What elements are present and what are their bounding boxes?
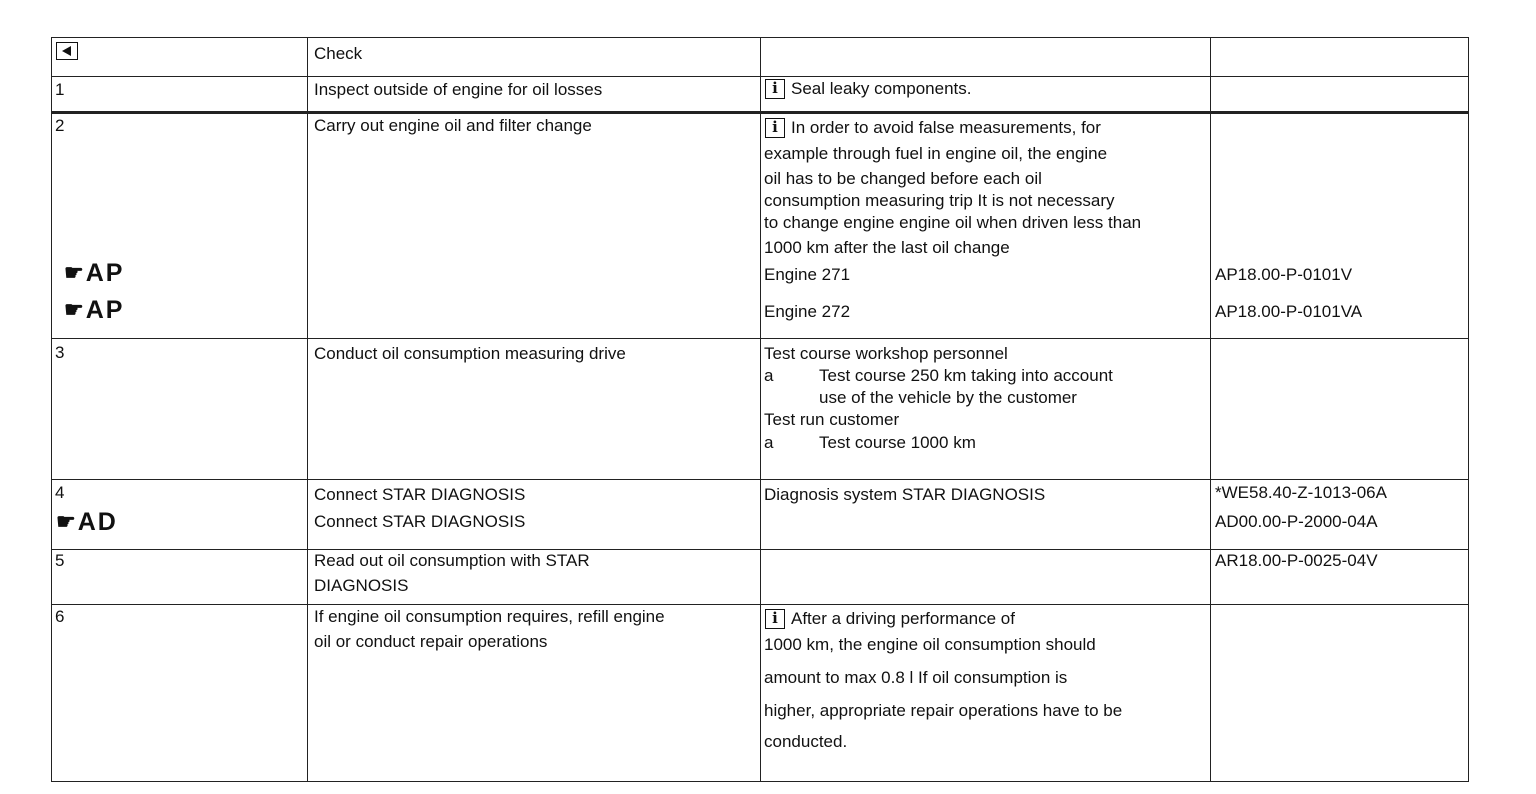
note-text: Seal leaky components. [791, 79, 972, 98]
step-note-line [765, 609, 1015, 629]
row-divider [52, 76, 1469, 77]
ref-label: AD [77, 508, 118, 536]
step-number: 4 [55, 483, 65, 502]
bullet: a [764, 433, 774, 452]
step-action: Carry out engine oil and filter change [314, 116, 592, 135]
row-divider [52, 604, 1469, 605]
doc-reference[interactable]: AP18.00-P-0101V [1215, 265, 1353, 284]
doc-reference[interactable]: AD00.00-P-2000-04A [1215, 512, 1378, 531]
ref-label: AP [85, 296, 125, 324]
step-action: Conduct oil consumption measuring drive [314, 344, 626, 363]
step-note [765, 79, 972, 99]
col-divider [760, 38, 761, 782]
reference-link-ad[interactable] [56, 508, 118, 536]
pointing-hand-icon: ☛ [56, 509, 76, 534]
header-check: Check [314, 44, 363, 63]
engine-label: Engine 272 [764, 302, 851, 321]
note-text: Test course 1000 km [819, 433, 976, 452]
reference-link-ap[interactable] [64, 259, 124, 287]
back-arrow-icon[interactable] [56, 42, 78, 60]
doc-reference[interactable]: *WE58.40-Z-1013-06A [1215, 483, 1387, 502]
step-note-line: consumption measuring trip It is not necessary [764, 191, 1115, 210]
procedure-table [51, 37, 1469, 782]
note-text: In order to avoid false measurements, for [791, 118, 1101, 137]
ref-label: AP [85, 259, 125, 287]
step-number: 3 [55, 343, 65, 362]
step-note-line: Test course workshop personnel [764, 344, 1008, 363]
step-note-line: higher, appropriate repair operations have to be [764, 701, 1123, 720]
note-text: After a driving performance of [791, 609, 1015, 628]
row-divider [52, 338, 1469, 339]
step-number: 1 [55, 80, 65, 99]
step-note-line: oil has to be changed before each oil [764, 169, 1042, 188]
pointing-hand-icon: ☛ [64, 297, 84, 322]
step-note-line: 1000 km, the engine oil consumption should [764, 635, 1096, 654]
info-icon: i [765, 118, 785, 138]
step-note-line [764, 366, 1113, 386]
step-note-line [765, 118, 1101, 138]
engine-label: Engine 271 [764, 265, 851, 284]
step-action: Connect STAR DIAGNOSIS [314, 485, 526, 504]
row-divider [52, 549, 1469, 550]
step-note: Diagnosis system STAR DIAGNOSIS [764, 485, 1046, 504]
step-action: oil or conduct repair operations [314, 632, 548, 651]
col-divider [1468, 38, 1469, 782]
doc-reference[interactable]: AR18.00-P-0025-04V [1215, 551, 1378, 570]
step-action: Inspect outside of engine for oil losses [314, 80, 603, 99]
step-note-line: 1000 km after the last oil change [764, 238, 1010, 257]
info-icon: i [765, 609, 785, 629]
step-note-line: Test run customer [764, 410, 900, 429]
pointing-hand-icon: ☛ [64, 260, 84, 285]
step-action: Connect STAR DIAGNOSIS [314, 512, 526, 531]
step-note-line: use of the vehicle by the customer [819, 388, 1077, 407]
step-number: 6 [55, 607, 65, 626]
step-note-line: to change engine engine oil when driven less than [764, 213, 1142, 232]
bullet: a [764, 366, 774, 385]
note-text: Test course 250 km taking into account [819, 366, 1113, 385]
step-number: 5 [55, 551, 65, 570]
step-action: DIAGNOSIS [314, 576, 409, 595]
step-note-line: amount to max 0.8 l If oil consumption is [764, 668, 1068, 687]
row-divider [52, 111, 1469, 114]
step-number: 2 [55, 116, 65, 135]
step-note-line: example through fuel in engine oil, the engine [764, 144, 1108, 163]
reference-link-ap[interactable] [64, 296, 124, 324]
col-divider [307, 38, 308, 782]
step-note-line [764, 433, 976, 453]
row-divider [52, 479, 1469, 480]
col-divider [1210, 38, 1211, 782]
row-divider [52, 781, 1469, 782]
step-action: If engine oil consumption requires, refill engine [314, 607, 665, 626]
step-action: Read out oil consumption with STAR [314, 551, 590, 570]
step-note-line: conducted. [764, 732, 848, 751]
info-icon: i [765, 79, 785, 99]
doc-reference[interactable]: AP18.00-P-0101VA [1215, 302, 1363, 321]
